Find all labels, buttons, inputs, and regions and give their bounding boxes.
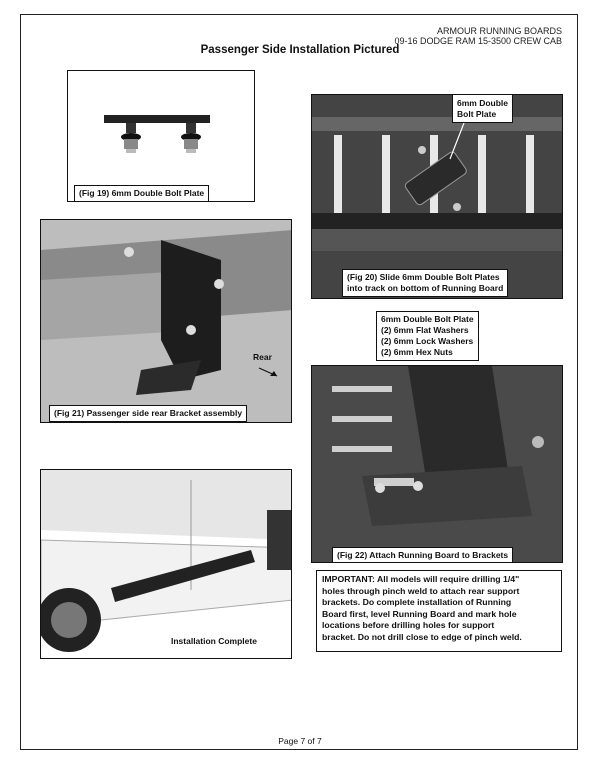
- installation-complete-image: [40, 469, 292, 659]
- fig20-callout: 6mm Double Bolt Plate: [452, 94, 513, 123]
- fig22-parts-list: 6mm Double Bolt Plate (2) 6mm Flat Washers (2) 6mm Lock Washers (2) 6mm Hex Nuts: [376, 311, 479, 361]
- header-vehicle: 09-16 DODGE RAM 15-3500 CREW CAB: [394, 36, 562, 46]
- fig19-image: [67, 70, 255, 202]
- fig22-caption: (Fig 22) Attach Running Board to Brackets: [332, 547, 513, 563]
- installation-complete-caption: Installation Complete: [171, 636, 257, 646]
- double-bolt-plate-drawing: [68, 71, 255, 202]
- fig20-image: [311, 94, 563, 299]
- truck-photo: [41, 470, 292, 659]
- fig21-caption: (Fig 21) Passenger side rear Bracket assembly: [49, 405, 247, 422]
- fig20-caption: (Fig 20) Slide 6mm Double Bolt Plates into track on bottom of Running Board: [342, 269, 508, 297]
- fig22-image: [311, 365, 563, 563]
- important-note: IMPORTANT: All models will require drilling 1/4" holes through pinch weld to attach rear support brackets. Do complete installation of Running Board first, level Running Board and mark hole locations before drilling holes for support bracket. Do not drill close to edge of pinch weld.: [316, 570, 562, 652]
- fig21-image: [40, 219, 292, 423]
- page-title: Passenger Side Installation Pictured: [200, 44, 400, 56]
- bracket-attach-photo: [312, 366, 563, 563]
- rear-arrow-label: Rear: [253, 352, 272, 362]
- header-brand: ARMOUR RUNNING BOARDS: [436, 26, 562, 36]
- rear-bracket-photo: [41, 220, 292, 423]
- fig19-caption: (Fig 19) 6mm Double Bolt Plate: [74, 185, 209, 202]
- page-number: Page 7 of 7: [278, 736, 322, 746]
